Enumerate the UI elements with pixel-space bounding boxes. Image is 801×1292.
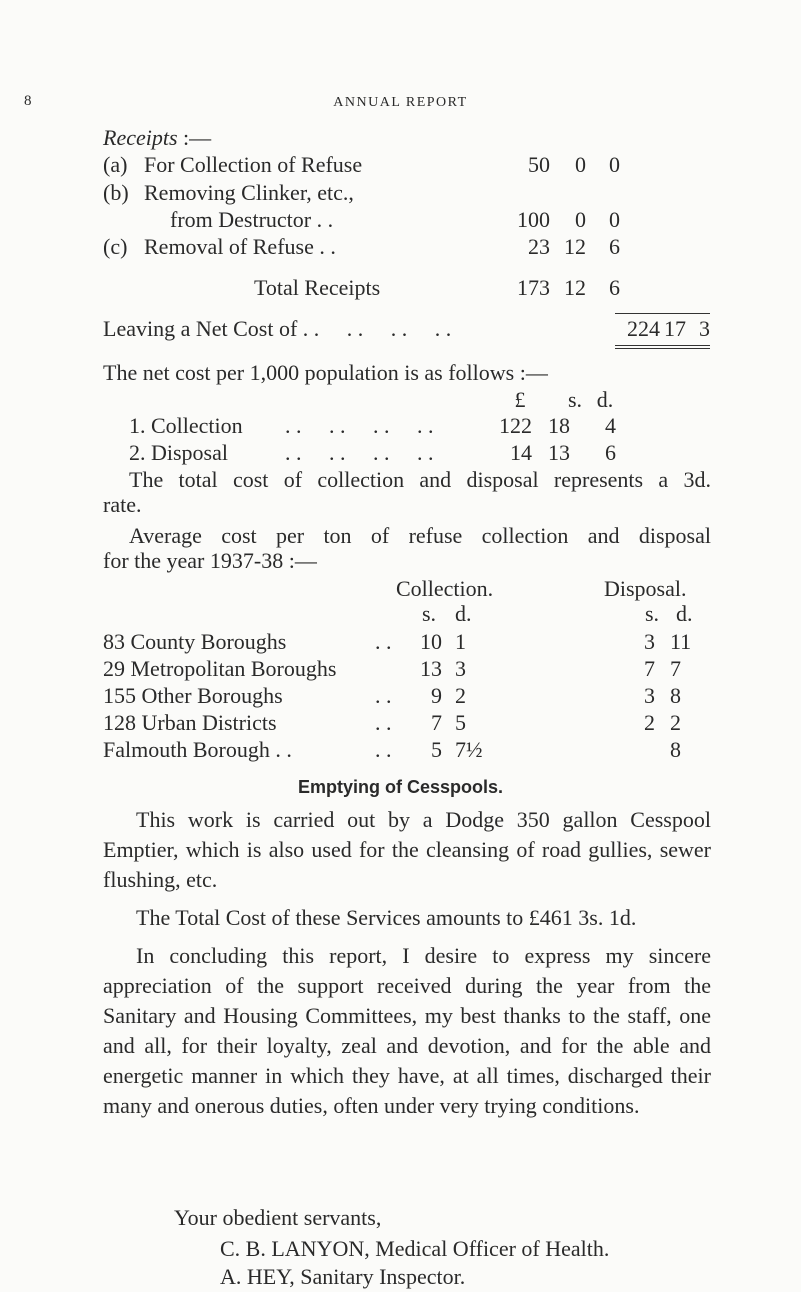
row-dots: . . . . . . . .: [285, 413, 434, 438]
receipt-item-label: Removal of Refuse . .: [144, 234, 336, 259]
total-pounds: 173: [517, 275, 550, 300]
receipt-shillings: 0: [575, 207, 586, 232]
row-pence: 6: [605, 440, 616, 465]
average-row-label: 29 Metropolitan Boroughs: [103, 656, 337, 681]
paragraph: The Total Cost of these Services amounts to £461 3s. 1d.: [136, 905, 637, 930]
receipt-shillings: 12: [564, 234, 586, 259]
disposal-d: 11: [670, 629, 692, 654]
net-cost-label: Leaving a Net Cost of . . . . . . . .: [103, 316, 452, 341]
collection-d: 1: [455, 629, 466, 654]
rate-text-line2: rate.: [103, 492, 142, 517]
disposal-s: 2: [644, 710, 655, 735]
row-pounds: 14: [510, 440, 532, 465]
receipt-pence: 0: [609, 152, 620, 177]
average-text-line1: Average cost per ton of refuse collection and disposal: [129, 523, 711, 548]
col-disposal-d: d.: [676, 601, 693, 626]
average-row-dots: . .: [375, 737, 392, 762]
rate-text-line1: The total cost of collection and disposal represents a 3d.: [129, 467, 711, 492]
col-disposal-s: s.: [645, 601, 660, 626]
body-text: [103, 805, 711, 1121]
row-shillings: 18: [548, 413, 570, 438]
receipt-pounds: 23: [528, 234, 550, 259]
average-row-dots: . .: [375, 629, 392, 654]
receipt-pence: 6: [609, 234, 620, 259]
receipt-item-letter: (c): [103, 234, 128, 259]
receipt-item-letter: (a): [103, 152, 128, 177]
disposal-s: 7: [644, 656, 655, 681]
collection-d: 2: [455, 683, 466, 708]
average-text-line2: for the year 1937-38 :—: [103, 548, 317, 573]
collection-s: 10: [420, 629, 442, 654]
average-row-dots: . .: [375, 710, 392, 735]
disposal-s: 3: [644, 629, 655, 654]
net-pounds: 224: [627, 316, 660, 341]
total-receipts-label: Total Receipts: [254, 275, 381, 300]
receipt-pounds: 100: [517, 207, 550, 232]
average-row-label: 128 Urban Districts: [103, 710, 277, 735]
row-pounds: 122: [499, 413, 532, 438]
sum-rule: [615, 313, 710, 314]
running-header: ANNUAL REPORT: [333, 95, 468, 110]
col-disposal-header: Disposal.: [604, 576, 687, 601]
col-collection-s: s.: [422, 601, 437, 626]
row-pence: 4: [605, 413, 616, 438]
paragraph: In concluding this report, I desire to express my sincere appreciation of the support received during the year from the Sanitary and Housing Committees, my best thanks to the staff, one and all, for their loyalty, zeal and devotion, and for the able and energetic manner in which they have, at all times, discharged their many and onerous duties, often under very trying conditions.: [103, 943, 711, 1118]
total-shillings: 12: [564, 275, 586, 300]
receipt-shillings: 0: [575, 152, 586, 177]
disposal-d: 2: [670, 710, 681, 735]
receipt-item-label: Removing Clinker, etc.,: [144, 180, 354, 205]
col-shillings-header: s.: [567, 387, 583, 412]
disposal-d: 7: [670, 656, 681, 681]
col-collection-header: Collection.: [396, 576, 494, 601]
row-shillings: 13: [548, 440, 570, 465]
receipt-pence: 0: [609, 207, 620, 232]
collection-s: 5: [431, 737, 442, 762]
page-number: 8: [24, 93, 32, 109]
col-pounds-header: £: [514, 387, 526, 412]
receipts-heading-label: Receipts: [103, 125, 178, 150]
average-row-label: 83 County Boroughs: [103, 629, 287, 654]
receipt-item-label: For Collection of Refuse: [144, 152, 363, 177]
collection-d: 5: [455, 710, 466, 735]
receipt-pounds: 50: [528, 152, 550, 177]
collection-d: 7½: [455, 737, 483, 762]
receipts-heading: [103, 125, 211, 151]
double-rule-top: [615, 345, 710, 346]
signature-line: A. HEY, Sanitary Inspector.: [220, 1264, 466, 1289]
signature-line: C. B. LANYON, Medical Officer of Health.: [220, 1236, 610, 1261]
receipts-heading-suffix: :—: [177, 125, 212, 150]
collection-s: 13: [420, 656, 442, 681]
double-rule-bottom: [615, 348, 710, 349]
row-label: 2. Disposal: [129, 440, 228, 465]
average-row-label: Falmouth Borough . .: [103, 737, 292, 762]
receipt-item-letter: (b): [103, 180, 129, 205]
collection-s: 7: [431, 710, 442, 735]
net-cost-intro: The net cost per 1,000 population is as follows :—: [103, 360, 548, 385]
row-dots: . . . . . . . .: [285, 440, 434, 465]
total-pence: 6: [609, 275, 620, 300]
col-pence-header: d.: [596, 387, 614, 412]
disposal-d: 8: [670, 737, 681, 762]
col-collection-d: d.: [455, 601, 472, 626]
average-row-label: 155 Other Boroughs: [103, 683, 283, 708]
paragraph: This work is carried out by a Dodge 350 gallon Cesspool Emptier, which is also used for the cleansing of road gullies, sewer flushing, etc.: [103, 807, 711, 892]
receipt-item-label-continued: from Destructor . .: [170, 207, 334, 232]
collection-d: 3: [455, 656, 466, 681]
net-shillings: 17: [664, 316, 686, 341]
section-heading: Emptying of Cesspools.: [297, 777, 504, 797]
average-row-dots: . .: [375, 683, 392, 708]
disposal-d: 8: [670, 683, 681, 708]
disposal-s: 3: [644, 683, 655, 708]
closing: Your obedient servants,: [174, 1205, 382, 1230]
collection-s: 9: [431, 683, 442, 708]
row-label: 1. Collection: [129, 413, 243, 438]
net-pence: 3: [699, 316, 710, 341]
